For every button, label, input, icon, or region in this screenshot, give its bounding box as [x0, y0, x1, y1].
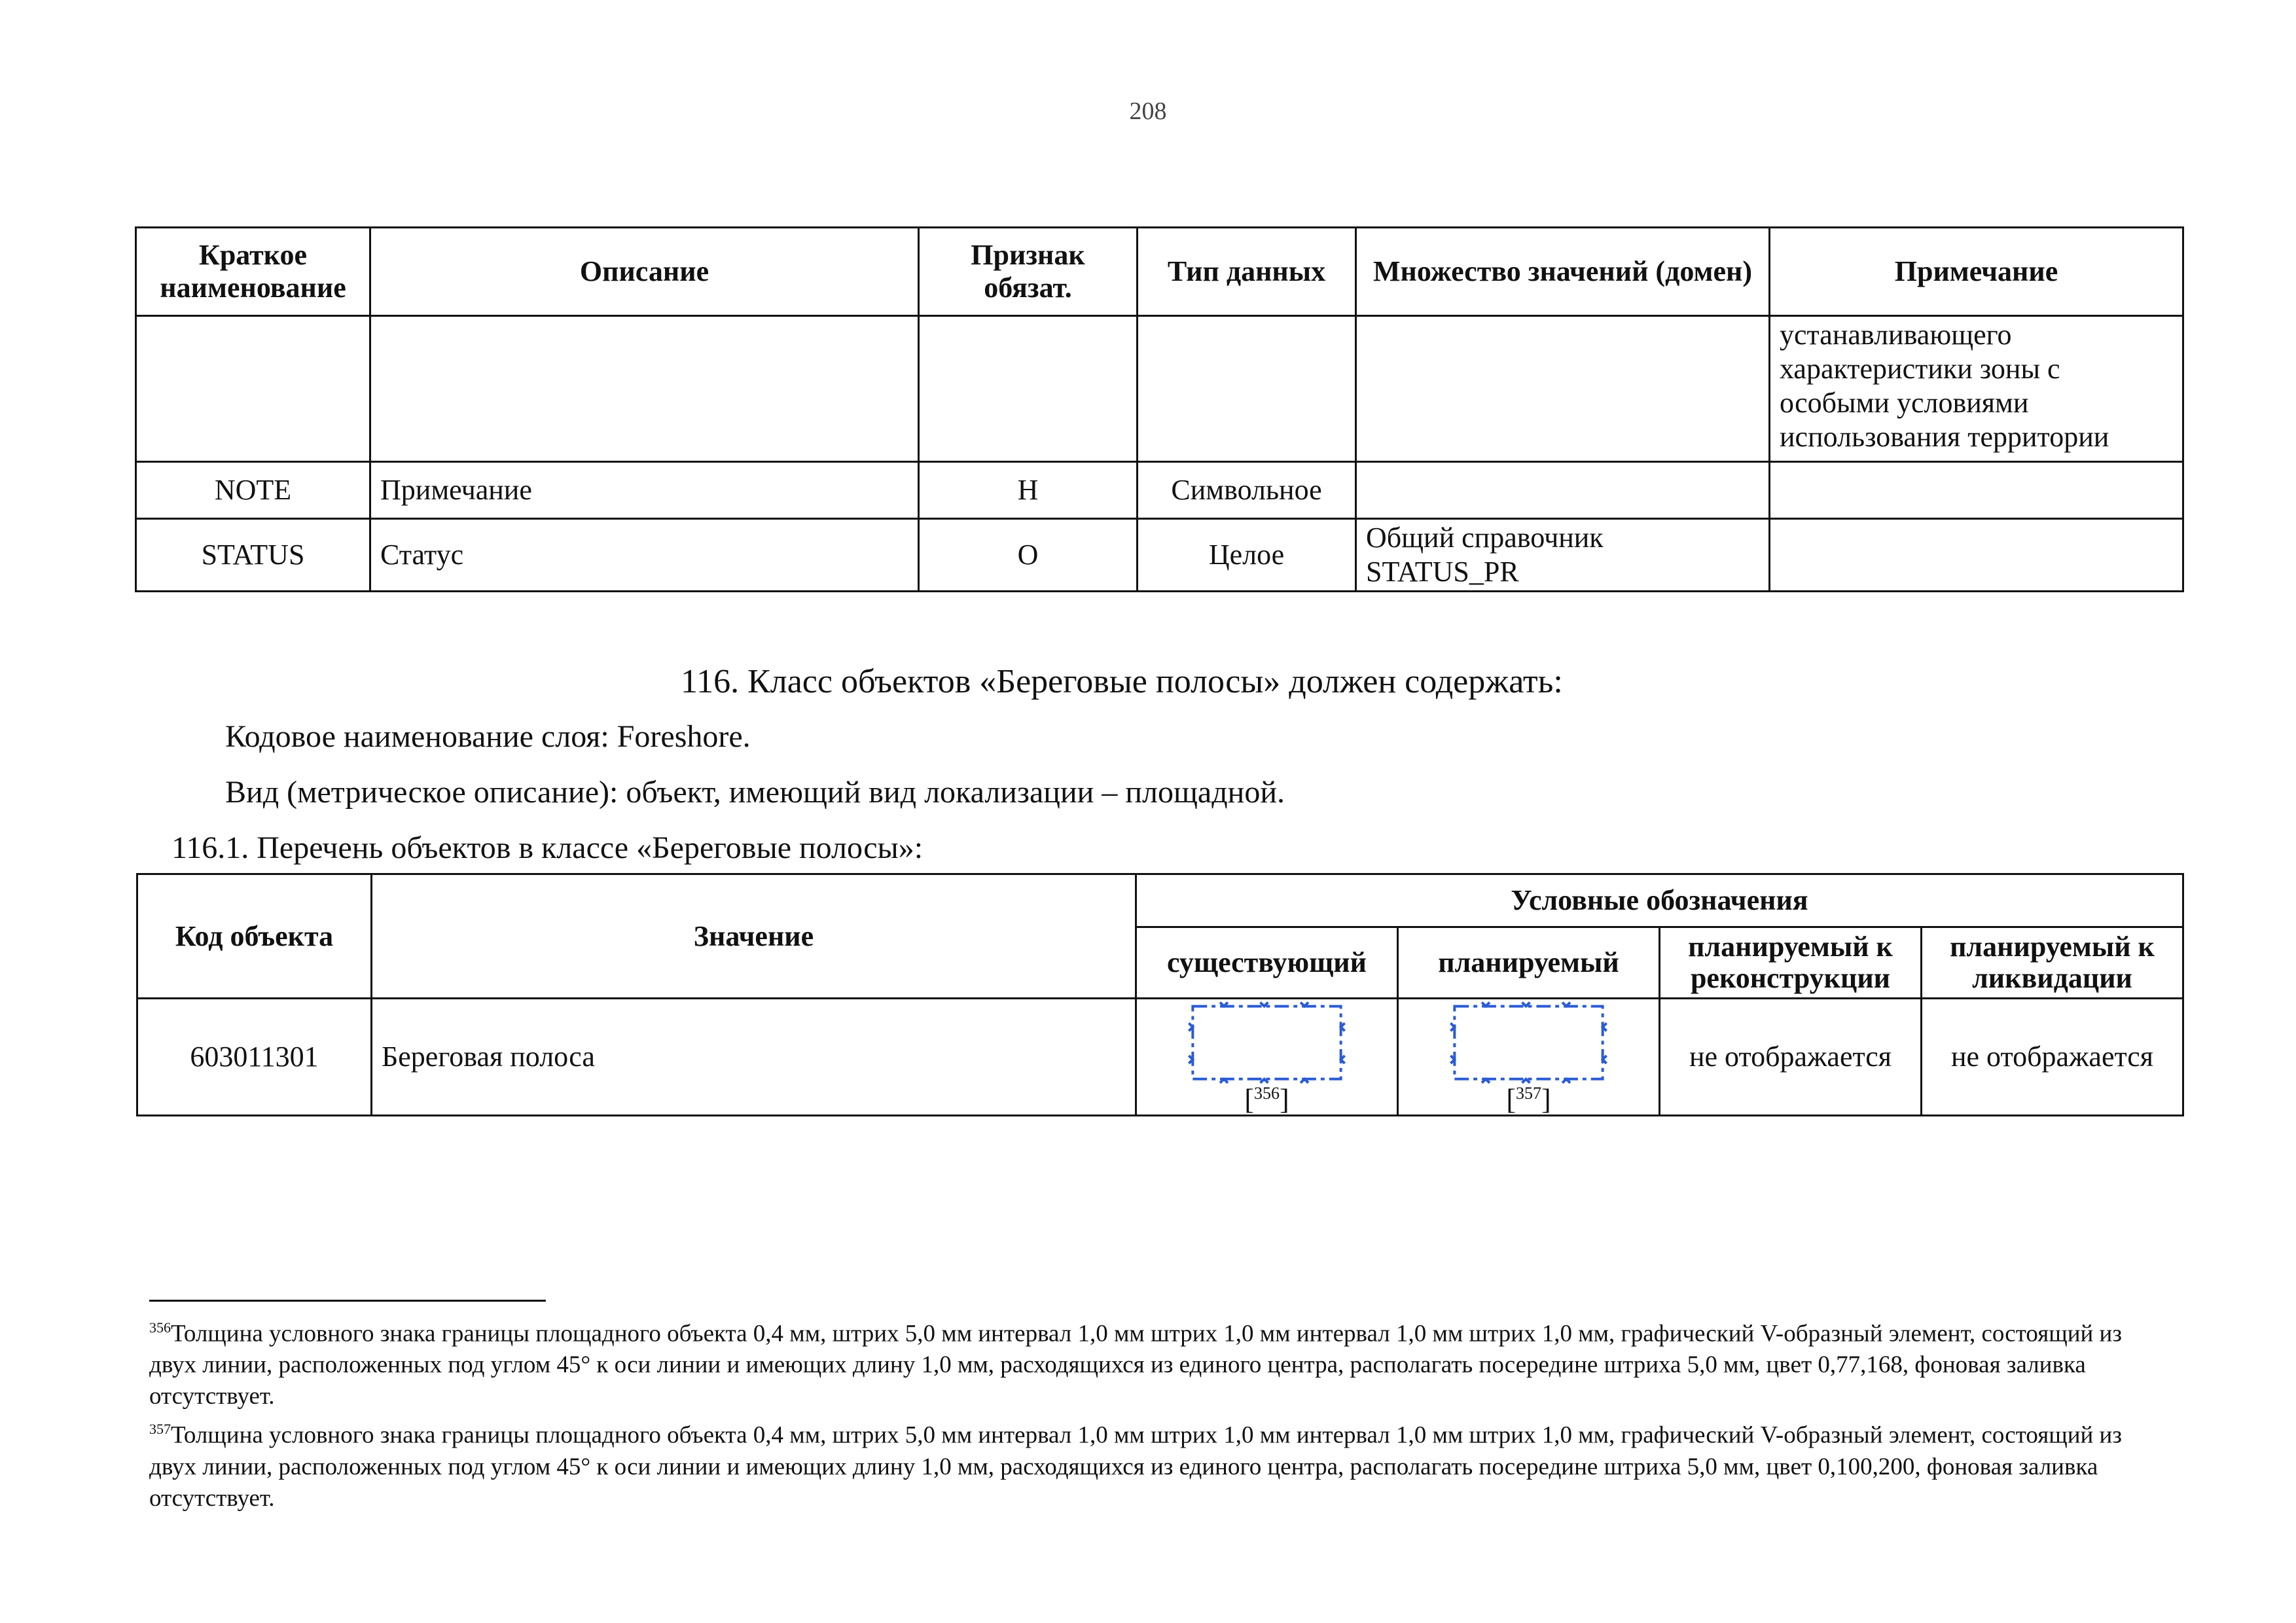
- footnote-number: 356: [149, 1319, 171, 1336]
- footnote-ref: [$^{357}$]: [1506, 1084, 1551, 1116]
- header-object-code: Код объекта: [137, 874, 372, 999]
- subheader-existing: существующий: [1136, 927, 1398, 999]
- required-cell: Н: [919, 462, 1138, 519]
- footnote-text: Толщина условного знака границы площадного объекта 0,4 мм, штрих 5,0 мм интервал 1,0 мм штрих 1,0 мм интервал 1,0 мм штрих 1,0 мм, графический V-образный элемент, состоящий из двух линии, расположенных под углом 45° к оси линии и имеющих длину 1,0 мм, расходящихся из единого центра, располагать посередине штриха 5,0 мм, цвет 0,100,200, фоновая заливка отсутствует.: [149, 1421, 2122, 1512]
- footnotes: [149, 1312, 2139, 1516]
- table-row: [136, 519, 2183, 592]
- header-description: Описание: [370, 228, 919, 316]
- header-data-type: Тип данных: [1138, 228, 1356, 316]
- subheader-reconstruction: планируемый к реконструкции: [1660, 927, 1922, 999]
- data-type-cell: Символьное: [1138, 462, 1356, 519]
- empty-cell: [1356, 316, 1770, 462]
- object-code-cell: 603011301: [137, 999, 372, 1116]
- section-heading: 116. Класс объектов «Береговые полосы» должен содержать:: [681, 663, 1563, 700]
- attributes-header-row: [136, 228, 2183, 316]
- empty-cell: [1138, 316, 1356, 462]
- short-name-cell: STATUS: [136, 519, 370, 592]
- footnote-number: 357: [149, 1421, 171, 1438]
- empty-cell: [136, 316, 370, 462]
- data-type-cell: Целое: [1138, 519, 1356, 592]
- footnote-text: Толщина условного знака границы площадного объекта 0,4 мм, штрих 5,0 мм интервал 1,0 мм штрих 1,0 мм интервал 1,0 мм штрих 1,0 мм, графический V-образный элемент, состоящий из двух линии, расположенных под углом 45° к оси линии и имеющих длину 1,0 мм, расходящихся из единого центра, располагать посередине штриха 5,0 мм, цвет 0,77,168, фоновая заливка отсутствует.: [149, 1320, 2122, 1410]
- footnote-divider: [149, 1300, 546, 1302]
- table-row: [137, 999, 2183, 1116]
- footnote-ref-number: 357: [1516, 1084, 1541, 1103]
- header-domain: Множество значений (домен): [1356, 228, 1770, 316]
- planned-symbol-cell: [1398, 999, 1660, 1116]
- header-symbols: Условные обозначения: [1136, 874, 2183, 927]
- header-short-name: Краткое наименование: [136, 228, 370, 316]
- header-required: Признак обязат.: [919, 228, 1138, 316]
- note-cell: [1770, 462, 2183, 519]
- attributes-table: [135, 226, 2184, 592]
- description-cell: Статус: [370, 519, 919, 592]
- domain-cell: Общий справочник STATUS_PR: [1356, 519, 1770, 592]
- objects-header-row: [137, 874, 2183, 927]
- description-cell: Примечание: [370, 462, 919, 519]
- liquidation-cell: не отображается: [1922, 999, 2183, 1116]
- domain-cell: [1356, 462, 1770, 519]
- empty-cell: [919, 316, 1138, 462]
- layer-code-text: Кодовое наименование слоя: Foreshore.: [225, 719, 751, 754]
- reconstruction-cell: не отображается: [1660, 999, 1922, 1116]
- table-row: [136, 316, 2183, 462]
- list-title: 116.1. Перечень объектов в классе «Береговые полосы»:: [171, 830, 924, 865]
- continuation-note: устанавливающего характеристики зоны с особыми условиями использования территории: [1770, 316, 2183, 462]
- subheader-planned: планируемый: [1398, 927, 1660, 999]
- header-note: Примечание: [1770, 228, 2183, 316]
- object-value-cell: Береговая полоса: [372, 999, 1136, 1116]
- required-cell: О: [919, 519, 1138, 592]
- footnote-ref-number: 356: [1254, 1084, 1280, 1103]
- page-number: 208: [1129, 98, 1167, 125]
- empty-cell: [370, 316, 919, 462]
- footnote-ref: [$^{356}$]: [1244, 1084, 1289, 1116]
- geometry-text: Вид (метрическое описание): объект, имеющий вид локализации – площадной.: [225, 775, 1285, 810]
- footnote: [149, 1414, 2139, 1514]
- table-row: [136, 462, 2183, 519]
- short-name-cell: NOTE: [136, 462, 370, 519]
- objects-table: [136, 873, 2184, 1116]
- subheader-liquidation: планируемый к ликвидации: [1922, 927, 2183, 999]
- footnote: [149, 1312, 2139, 1412]
- note-cell: [1770, 519, 2183, 592]
- existing-symbol-cell: [1136, 999, 1398, 1116]
- header-value: Значение: [372, 874, 1136, 999]
